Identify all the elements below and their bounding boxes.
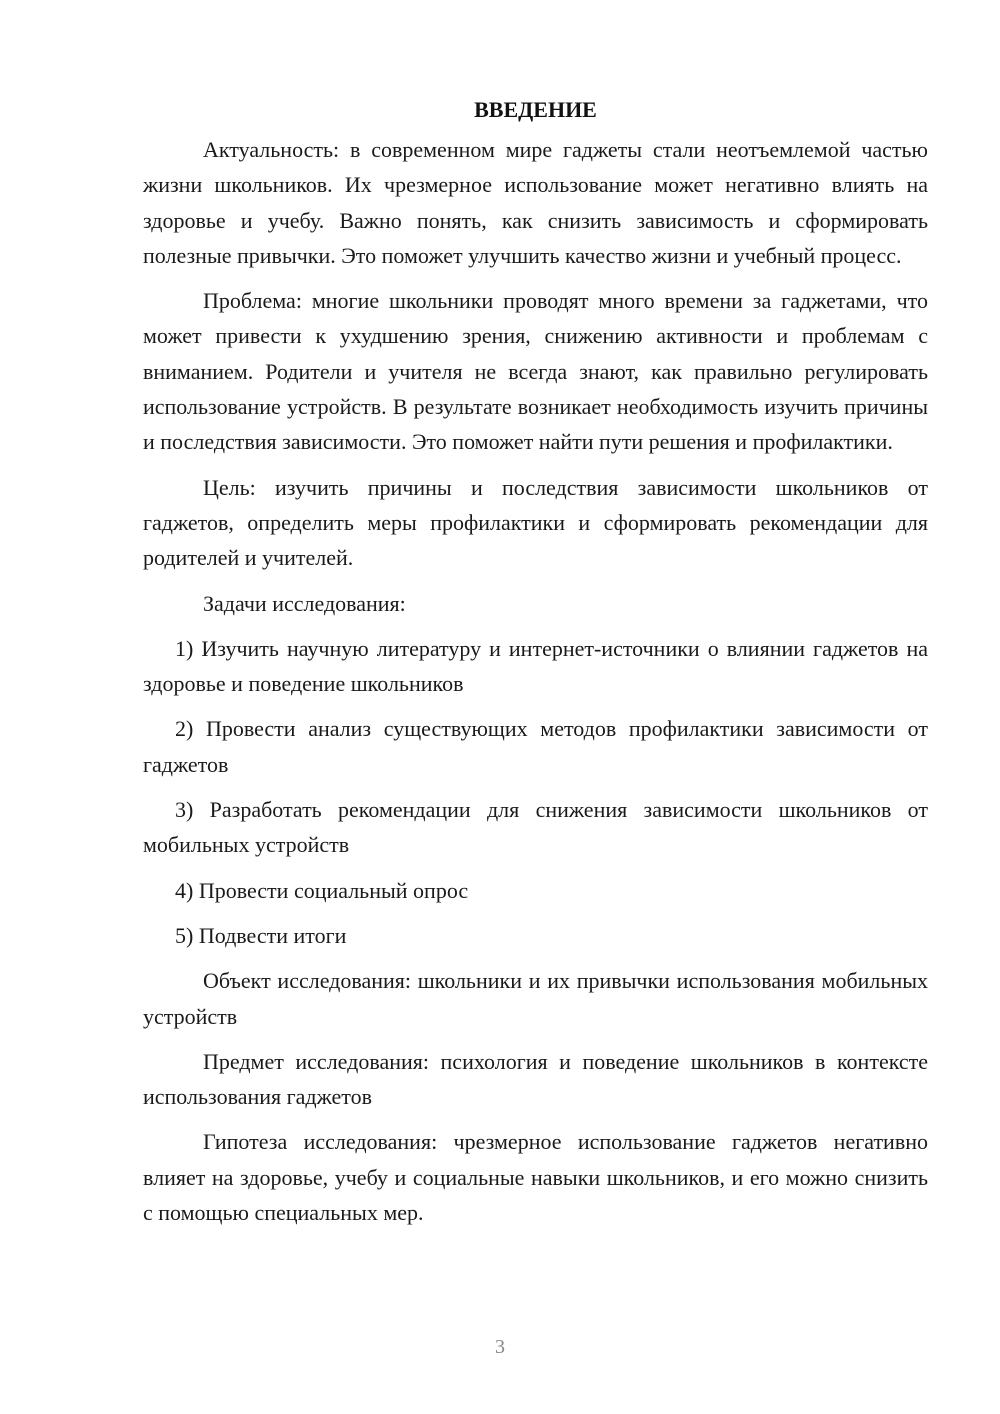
- relevance-paragraph: Актуальность: в современном мире гаджеты стали неотъемлемой частью жизни школьников. Их чрезмерное использование может негативно влиять на здоровье и учебу. Важно понять, как снизить зависимость и сформировать полезные привычки. Это поможет улучшить качество жизни и учебный процесс.: [143, 137, 928, 268]
- task-item: 3) Разработать рекомендации для снижения зависимости школьников от мобильных устройств: [143, 797, 928, 858]
- task-item: 4) Провести социальный опрос: [175, 877, 469, 903]
- problem-paragraph: Проблема: многие школьники проводят много времени за гаджетами, что может привести к ухудшению зрения, снижению активности и проблемам с вниманием. Родители и учителя не всегда знают, как правильно регулировать использование устройств. В результате возникает необходимость изучить причины и последствия зависимости. Это поможет найти пути решения и профилактики.: [143, 288, 928, 455]
- task-item: 5) Подвести итоги: [175, 922, 347, 948]
- page-title: ВВЕДЕНИЕ: [474, 97, 597, 122]
- task-item: 2) Провести анализ существующих методов профилактики зависимости от гаджетов: [143, 716, 928, 777]
- task-item: 1) Изучить научную литературу и интернет-источники о влиянии гаджетов на здоровье и поведение школьников: [143, 635, 928, 697]
- page-number: 3: [495, 1336, 505, 1358]
- tasks-heading: Задачи исследования:: [203, 590, 406, 616]
- hypothesis-paragraph: Гипотеза исследования: чрезмерное использование гаджетов негативно влияет на здоровье, учебу и социальные навыки школьников, и его можно снизить с помощью специальных мер.: [143, 1129, 928, 1226]
- tasks-list: [143, 631, 928, 953]
- document-page: [143, 92, 928, 1240]
- object-paragraph: Объект исследования: школьники и их привычки использования мобильных устройств: [143, 968, 928, 1029]
- subject-paragraph: Предмет исследования: психология и поведение школьников в контексте использования гаджетов: [143, 1048, 928, 1110]
- goal-paragraph: Цель: изучить причины и последствия зависимости школьников от гаджетов, определить меры профилактики и сформировать рекомендации для родителей и учителей.: [143, 474, 928, 571]
